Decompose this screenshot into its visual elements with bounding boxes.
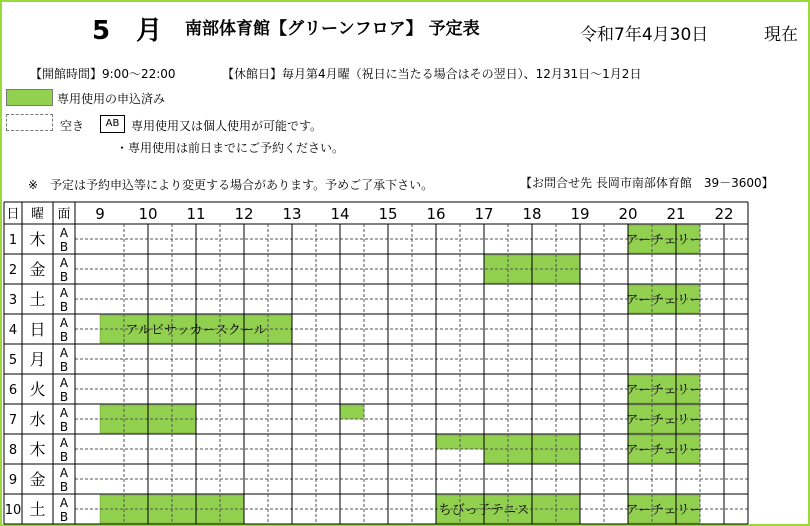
booking-label: ちびっ子テニス (438, 503, 530, 518)
column-header-weekday: 曜 (30, 207, 45, 222)
court-b-label: B (59, 390, 69, 404)
court-b-label: B (59, 240, 69, 254)
page-title: 南部体育館【グリーンフロア】 予定表 (185, 19, 480, 39)
court-b-label: B (59, 270, 69, 284)
opening-hours: 【開館時間】9:00～22:00 (30, 67, 176, 81)
booking-label: アルビサッカースクール (125, 323, 267, 338)
day-number: 5 (8, 353, 18, 368)
court-b-label: B (59, 510, 69, 524)
weekday-label: 木 (29, 440, 46, 459)
court-b-label: B (59, 450, 69, 464)
court-b-label: B (59, 360, 69, 374)
weekday-label: 木 (29, 230, 46, 249)
court-b-label: B (59, 300, 69, 314)
column-header-day: 日 (6, 207, 20, 222)
weekday-label: 日 (29, 320, 46, 339)
court-a-label: A (59, 466, 69, 480)
weekday-label: 土 (29, 290, 46, 309)
court-a-label: A (59, 376, 69, 390)
hour-label: 15 (378, 205, 398, 223)
as-of-suffix: 現在 (764, 25, 798, 45)
hour-label: 22 (714, 205, 734, 223)
booking-label: アーチェリー (625, 233, 703, 248)
closed-days: 【休館日】毎月第4月曜（祝日に当たる場合はその翌日）、12月31日～1月2日 (222, 67, 642, 81)
as-of-date: 令和7年4月30日 (580, 25, 709, 45)
day-number: 4 (8, 323, 18, 338)
hour-label: 9 (95, 205, 105, 223)
hour-label: 10 (138, 205, 158, 223)
day-number: 7 (8, 413, 18, 428)
column-header-court: 面 (57, 207, 71, 222)
court-b-label: B (59, 330, 69, 344)
court-b-label: B (59, 420, 69, 434)
legend-free-label: 空き (60, 119, 85, 133)
weekday-label: 水 (29, 410, 46, 429)
day-number: 3 (8, 293, 18, 308)
booking-label: アーチェリー (625, 383, 703, 398)
month-heading: 5 月 (92, 16, 163, 46)
booking-label: アーチェリー (625, 503, 703, 518)
hour-label: 20 (618, 205, 638, 223)
court-b-label: B (59, 480, 69, 494)
booking-label: アーチェリー (625, 413, 703, 428)
court-a-label: A (59, 286, 69, 300)
booking-label: アーチェリー (625, 443, 703, 458)
legend-ab-label: 専用使用又は個人使用が可能です。 (131, 119, 323, 133)
court-a-label: A (59, 406, 69, 420)
court-a-label: A (59, 436, 69, 450)
weekday-label: 土 (29, 500, 46, 519)
legend-ab-box: AB (100, 115, 125, 133)
weekday-label: 金 (29, 470, 46, 489)
court-a-label: A (59, 316, 69, 330)
weekday-label: 金 (29, 260, 46, 279)
weekday-label: 月 (29, 350, 46, 369)
court-a-label: A (59, 256, 69, 270)
booking-label: アーチェリー (625, 293, 703, 308)
day-number: 6 (8, 383, 18, 398)
hour-label: 19 (570, 205, 590, 223)
court-a-label: A (59, 496, 69, 510)
hour-label: 13 (282, 205, 302, 223)
day-number: 2 (8, 263, 18, 278)
legend-booked-label: 専用使用の申込済み (57, 92, 166, 106)
day-number: 8 (8, 443, 18, 458)
change-notice: ※ 予定は予約申込等により変更する場合があります。予めご了承下さい。 (28, 178, 434, 192)
weekday-label: 火 (29, 380, 46, 399)
booking-bar (340, 405, 364, 419)
hour-label: 11 (186, 205, 206, 223)
hour-label: 17 (474, 205, 494, 223)
hour-label: 12 (234, 205, 254, 223)
contact-info: 【お問合せ先 長岡市南部体育館 39－3600】 (520, 176, 774, 190)
day-number: 1 (8, 233, 18, 248)
day-number: 10 (4, 503, 22, 518)
hour-label: 18 (522, 205, 542, 223)
legend-reservation-note: ・専用使用は前日までにご予約ください。 (116, 141, 345, 155)
hour-label: 21 (666, 205, 686, 223)
hour-label: 16 (426, 205, 446, 223)
court-a-label: A (59, 226, 69, 240)
day-number: 9 (8, 473, 18, 488)
hour-label: 14 (330, 205, 350, 223)
court-a-label: A (59, 346, 69, 360)
